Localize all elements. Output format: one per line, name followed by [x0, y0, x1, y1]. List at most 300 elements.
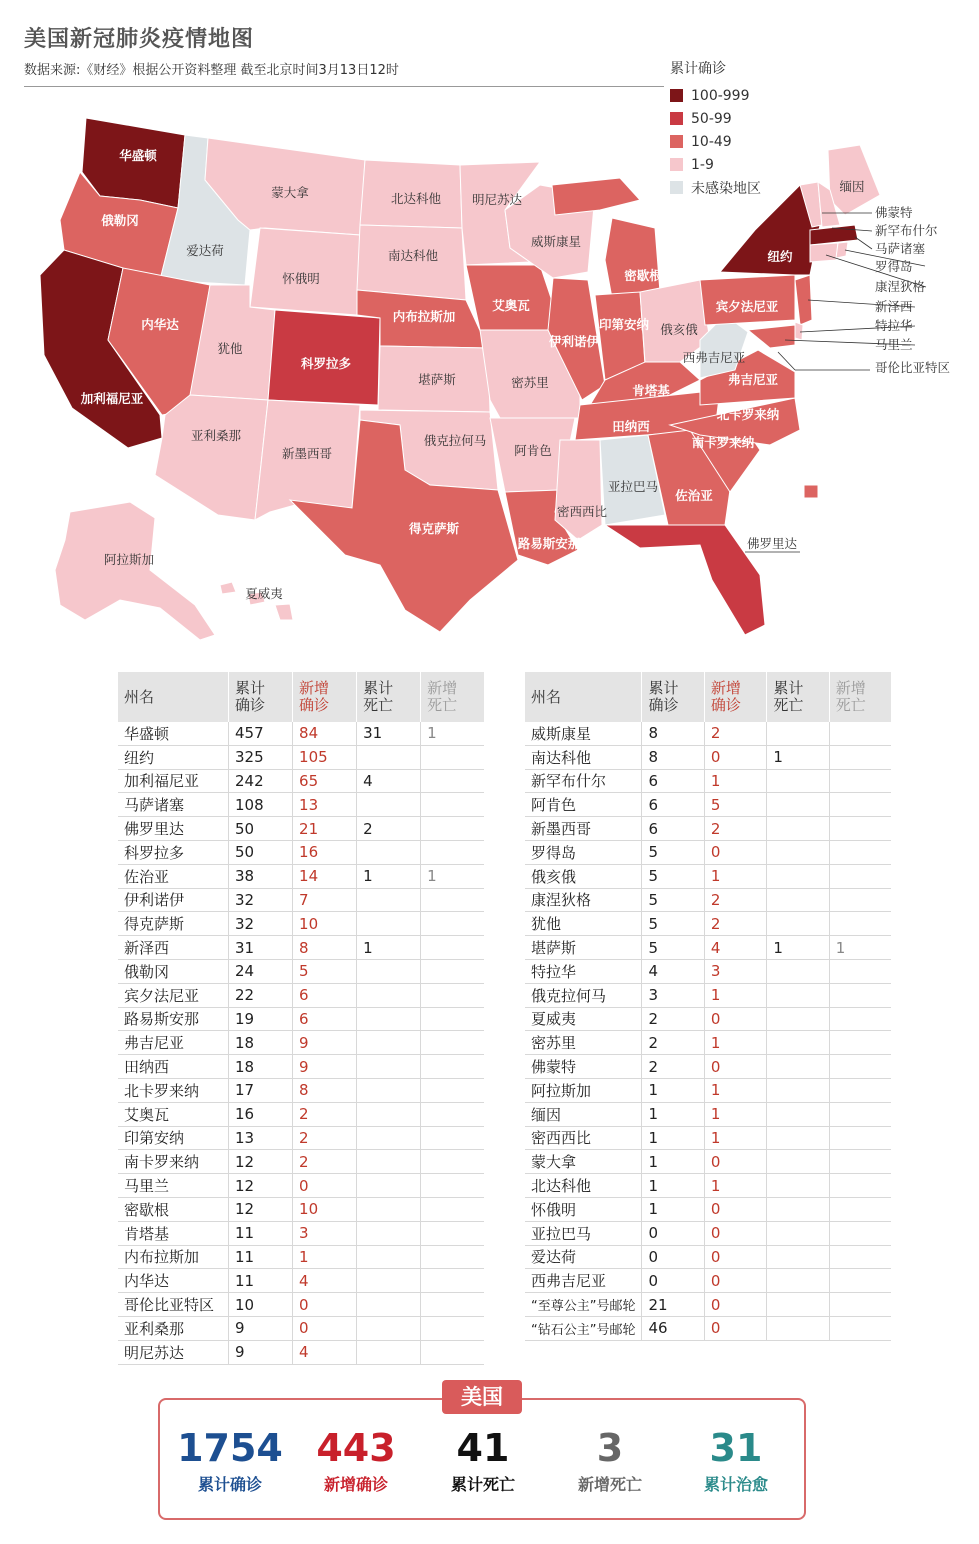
state-name-cell: 马里兰	[118, 1174, 229, 1198]
state-label: 亚利桑那	[190, 428, 242, 443]
new-deaths-cell	[829, 959, 891, 983]
state-callout-label: 新泽西	[875, 299, 913, 314]
new-cases-cell: 0	[704, 1269, 766, 1293]
cum-cases-cell: 12	[229, 1197, 293, 1221]
new-cases-cell: 10	[293, 1197, 357, 1221]
new-deaths-cell	[421, 769, 484, 793]
table-row	[118, 1221, 484, 1245]
new-deaths-cell	[421, 1316, 484, 1340]
state-name-cell: 科罗拉多	[118, 840, 229, 864]
new-deaths-cell	[421, 745, 484, 769]
state-label: 阿拉斯加	[103, 552, 155, 567]
cum-cases-cell: 5	[642, 888, 704, 912]
state-name-cell: 俄亥俄	[525, 864, 642, 888]
state-name-cell: 罗得岛	[525, 840, 642, 864]
table-row	[525, 888, 891, 912]
new-deaths-cell	[421, 817, 484, 841]
state-name-cell: 蒙大拿	[525, 1150, 642, 1174]
cum-cases-cell: 1	[642, 1174, 704, 1198]
state-callout-label: 马萨诸塞	[875, 241, 926, 256]
state-label: 西弗吉尼亚	[682, 350, 746, 365]
cum-cases-cell: 24	[229, 959, 293, 983]
new-deaths-cell	[829, 1150, 891, 1174]
stat-value: 443	[316, 1426, 396, 1470]
cum-deaths-cell	[767, 1293, 829, 1317]
state-name-cell: 密西西比	[525, 1126, 642, 1150]
new-cases-cell: 9	[293, 1031, 357, 1055]
col-header-cum-deaths: 累计 死亡	[767, 672, 829, 722]
cum-deaths-cell	[767, 769, 829, 793]
new-deaths-cell	[829, 817, 891, 841]
state-label: 威斯康星	[530, 234, 582, 249]
legend-label: 50-99	[691, 110, 732, 127]
new-cases-cell: 0	[704, 1221, 766, 1245]
state-name-cell: 内华达	[118, 1269, 229, 1293]
cum-deaths-cell	[767, 1269, 829, 1293]
cum-cases-cell: 31	[229, 936, 293, 960]
state-region	[155, 395, 268, 520]
state-label: 北卡罗来纳	[716, 407, 780, 422]
state-label: 南卡罗来纳	[691, 435, 755, 450]
new-cases-cell: 0	[704, 1293, 766, 1317]
cum-cases-cell: 22	[229, 983, 293, 1007]
table-row	[118, 1269, 484, 1293]
cum-cases-cell: 6	[642, 817, 704, 841]
new-deaths-cell	[421, 1055, 484, 1079]
state-name-cell: 南卡罗来纳	[118, 1150, 229, 1174]
cum-cases-cell: 6	[642, 769, 704, 793]
cum-cases-cell: 8	[642, 722, 704, 745]
state-label: 北达科他	[390, 191, 442, 206]
cum-deaths-cell	[357, 1126, 421, 1150]
state-name-cell: 堪萨斯	[525, 936, 642, 960]
cum-deaths-cell	[357, 1150, 421, 1174]
new-deaths-cell	[829, 1078, 891, 1102]
state-name-cell: 康涅狄格	[525, 888, 642, 912]
state-name-cell: 缅因	[525, 1102, 642, 1126]
table-row	[525, 1221, 891, 1245]
new-deaths-cell	[421, 840, 484, 864]
new-deaths-cell	[421, 1293, 484, 1317]
new-deaths-cell	[829, 745, 891, 769]
cum-deaths-cell: 1	[357, 864, 421, 888]
state-name-cell: 北达科他	[525, 1174, 642, 1198]
state-label: 佛罗里达	[746, 536, 798, 551]
state-name-cell: 伊利诺伊	[118, 888, 229, 912]
new-deaths-cell	[829, 1174, 891, 1198]
state-name-cell: 夏威夷	[525, 1007, 642, 1031]
stat-label: 累计确诊	[197, 1475, 262, 1494]
cum-cases-cell: 5	[642, 936, 704, 960]
cum-deaths-cell	[767, 1221, 829, 1245]
table-row	[118, 722, 484, 745]
state-name-cell: 北卡罗来纳	[118, 1078, 229, 1102]
state-name-cell: 亚利桑那	[118, 1316, 229, 1340]
new-cases-cell: 0	[293, 1316, 357, 1340]
legend-label: 100-999	[691, 87, 750, 104]
cum-deaths-cell	[767, 840, 829, 864]
stat-label: 累计治愈	[703, 1475, 768, 1494]
cum-deaths-cell	[767, 1102, 829, 1126]
state-region	[804, 485, 818, 498]
table-row	[525, 1126, 891, 1150]
cum-cases-cell: 5	[642, 912, 704, 936]
new-cases-cell: 1	[704, 1102, 766, 1126]
table-row	[118, 1293, 484, 1317]
new-cases-cell: 2	[704, 912, 766, 936]
new-deaths-cell	[421, 1174, 484, 1198]
table-row	[525, 936, 891, 960]
cum-cases-cell: 9	[229, 1340, 293, 1364]
table-row	[118, 864, 484, 888]
table-row	[118, 1007, 484, 1031]
cum-deaths-cell	[357, 1078, 421, 1102]
state-label: 华盛顿	[119, 148, 157, 163]
new-deaths-cell	[829, 1126, 891, 1150]
page-title: 美国新冠肺炎疫情地图	[24, 27, 255, 52]
state-label: 佐治亚	[675, 488, 713, 503]
new-deaths-cell	[829, 888, 891, 912]
table-row	[525, 1245, 891, 1269]
new-cases-cell: 0	[704, 1055, 766, 1079]
state-region	[795, 322, 803, 340]
cum-cases-cell: 0	[642, 1245, 704, 1269]
state-callout-label: 新罕布什尔	[875, 223, 938, 238]
summary-stat	[291, 1426, 421, 1495]
table-row	[525, 722, 891, 745]
cum-deaths-cell	[357, 1007, 421, 1031]
table-row	[525, 1197, 891, 1221]
state-name-cell: 哥伦比亚特区	[118, 1293, 229, 1317]
cum-deaths-cell	[357, 888, 421, 912]
new-deaths-cell	[829, 1197, 891, 1221]
table-row	[118, 959, 484, 983]
table-row	[525, 745, 891, 769]
new-cases-cell: 0	[704, 840, 766, 864]
new-deaths-cell	[829, 1102, 891, 1126]
new-deaths-cell	[421, 888, 484, 912]
state-name-cell: 阿拉斯加	[525, 1078, 642, 1102]
table-row	[118, 840, 484, 864]
cum-deaths-cell	[767, 1197, 829, 1221]
state-label: 爱达荷	[186, 243, 224, 258]
state-name-cell: 威斯康星	[525, 722, 642, 745]
cum-cases-cell: 2	[642, 1055, 704, 1079]
table-row	[525, 912, 891, 936]
table-row	[118, 817, 484, 841]
new-cases-cell: 1	[704, 864, 766, 888]
table-row	[525, 1031, 891, 1055]
new-cases-cell: 0	[293, 1174, 357, 1198]
state-name-cell: 路易斯安那	[118, 1007, 229, 1031]
new-cases-cell: 1	[704, 1174, 766, 1198]
col-header-cum-cases: 累计 确诊	[229, 672, 293, 722]
table-row	[118, 1316, 484, 1340]
state-callout-label: 康涅狄格	[875, 279, 926, 294]
cum-deaths-cell	[767, 864, 829, 888]
new-deaths-cell	[421, 1221, 484, 1245]
state-name-cell: 犹他	[525, 912, 642, 936]
cum-cases-cell: 50	[229, 840, 293, 864]
state-name-cell: 新泽西	[118, 936, 229, 960]
cum-deaths-cell	[357, 1174, 421, 1198]
state-name-cell: 阿肯色	[525, 793, 642, 817]
cum-cases-cell: 2	[642, 1031, 704, 1055]
cum-deaths-cell	[767, 912, 829, 936]
table-row	[118, 745, 484, 769]
cum-cases-cell: 1	[642, 1150, 704, 1174]
cum-cases-cell: 3	[642, 983, 704, 1007]
table-row	[118, 1174, 484, 1198]
new-cases-cell: 2	[293, 1102, 357, 1126]
cum-deaths-cell	[357, 840, 421, 864]
cum-cases-cell: 242	[229, 769, 293, 793]
state-label: 俄勒冈	[101, 213, 139, 228]
col-header-name: 州名	[118, 672, 229, 722]
cum-cases-cell: 6	[642, 793, 704, 817]
table-row	[525, 1174, 891, 1198]
table-row	[525, 840, 891, 864]
new-cases-cell: 1	[704, 1078, 766, 1102]
state-name-cell: 肯塔基	[118, 1221, 229, 1245]
new-cases-cell: 13	[293, 793, 357, 817]
stat-value: 41	[456, 1426, 510, 1470]
new-deaths-cell	[829, 912, 891, 936]
new-deaths-cell	[421, 1245, 484, 1269]
cum-deaths-cell	[357, 793, 421, 817]
new-deaths-cell	[421, 983, 484, 1007]
state-name-cell: 宾夕法尼亚	[118, 983, 229, 1007]
cum-cases-cell: 12	[229, 1174, 293, 1198]
table-row	[118, 1126, 484, 1150]
cum-cases-cell: 11	[229, 1269, 293, 1293]
table-row	[525, 1102, 891, 1126]
state-label: 俄亥俄	[660, 322, 698, 337]
new-cases-cell: 84	[293, 722, 357, 745]
cum-deaths-cell	[767, 1245, 829, 1269]
state-region	[605, 525, 765, 635]
table-row	[525, 1269, 891, 1293]
cum-deaths-cell	[357, 1316, 421, 1340]
table-row	[118, 1197, 484, 1221]
cases-table-left	[118, 672, 484, 1365]
state-name-cell: 亚拉巴马	[525, 1221, 642, 1245]
us-map	[0, 100, 979, 645]
summary-stat	[165, 1426, 295, 1495]
state-region	[748, 325, 795, 348]
cum-deaths-cell	[767, 817, 829, 841]
cum-cases-cell: 10	[229, 1293, 293, 1317]
state-name-cell: 纽约	[118, 745, 229, 769]
stat-label: 新增死亡	[577, 1475, 642, 1494]
state-label: 堪萨斯	[418, 372, 456, 387]
state-name-cell: 华盛顿	[118, 722, 229, 745]
table-row	[118, 1031, 484, 1055]
col-header-new-cases: 新增 确诊	[293, 672, 357, 722]
new-cases-cell: 105	[293, 745, 357, 769]
cum-cases-cell: 1	[642, 1078, 704, 1102]
legend-label: 未感染地区	[691, 180, 761, 197]
state-label: 宾夕法尼亚	[715, 299, 779, 314]
new-deaths-cell	[421, 1197, 484, 1221]
state-name-cell: 爱达荷	[525, 1245, 642, 1269]
cum-deaths-cell: 31	[357, 722, 421, 745]
table-row	[118, 769, 484, 793]
new-cases-cell: 6	[293, 983, 357, 1007]
cum-cases-cell: 457	[229, 722, 293, 745]
cum-deaths-cell	[357, 1031, 421, 1055]
new-cases-cell: 0	[704, 1007, 766, 1031]
state-label: 内华达	[141, 317, 179, 332]
new-cases-cell: 1	[704, 983, 766, 1007]
new-deaths-cell	[421, 912, 484, 936]
table-row	[525, 769, 891, 793]
cum-cases-cell: 18	[229, 1031, 293, 1055]
stat-label: 累计死亡	[450, 1475, 515, 1494]
state-name-cell: “钻石公主”号邮轮	[525, 1316, 642, 1340]
cum-cases-cell: 32	[229, 888, 293, 912]
state-label: 内布拉斯加	[392, 309, 456, 324]
cum-cases-cell: 16	[229, 1102, 293, 1126]
state-region	[555, 440, 602, 540]
new-deaths-cell	[829, 1007, 891, 1031]
state-label: 南达科他	[387, 248, 439, 263]
cum-cases-cell: 50	[229, 817, 293, 841]
state-label: 蒙大拿	[271, 185, 309, 200]
cum-deaths-cell: 1	[357, 936, 421, 960]
cum-deaths-cell	[767, 1031, 829, 1055]
table-row	[118, 912, 484, 936]
new-cases-cell: 21	[293, 817, 357, 841]
new-deaths-cell	[421, 1340, 484, 1364]
new-cases-cell: 8	[293, 936, 357, 960]
new-cases-cell: 1	[293, 1245, 357, 1269]
state-label: 纽约	[767, 249, 793, 264]
col-header-name: 州名	[525, 672, 642, 722]
cum-cases-cell: 21	[642, 1293, 704, 1317]
new-cases-cell: 3	[704, 959, 766, 983]
summary-stat	[671, 1426, 801, 1495]
col-header-cum-deaths: 累计 死亡	[357, 672, 421, 722]
cum-cases-cell: 1	[642, 1102, 704, 1126]
cum-deaths-cell	[357, 1269, 421, 1293]
new-cases-cell: 5	[293, 959, 357, 983]
new-deaths-cell	[829, 1316, 891, 1340]
summary-stat	[545, 1426, 675, 1495]
cum-cases-cell: 8	[642, 745, 704, 769]
cum-deaths-cell	[767, 1174, 829, 1198]
new-deaths-cell	[829, 1245, 891, 1269]
new-cases-cell: 65	[293, 769, 357, 793]
state-name-cell: 印第安纳	[118, 1126, 229, 1150]
table-row	[525, 1293, 891, 1317]
state-label: 新墨西哥	[281, 446, 333, 461]
state-label: 肯塔基	[632, 383, 670, 398]
cum-cases-cell: 2	[642, 1007, 704, 1031]
source-note: 数据来源:《财经》根据公开资料整理 截至北京时间3月13日12时	[24, 63, 399, 78]
state-label: 俄克拉何马	[423, 433, 487, 448]
new-deaths-cell	[829, 1055, 891, 1079]
table-row	[118, 983, 484, 1007]
state-name-cell: 俄克拉何马	[525, 983, 642, 1007]
state-name-cell: 特拉华	[525, 959, 642, 983]
table-row	[118, 1102, 484, 1126]
cum-deaths-cell	[767, 1007, 829, 1031]
cum-deaths-cell	[357, 959, 421, 983]
legend-label: 10-49	[691, 133, 732, 150]
cum-cases-cell: 1	[642, 1126, 704, 1150]
new-deaths-cell	[421, 1102, 484, 1126]
col-header-new-cases: 新增 确诊	[704, 672, 766, 722]
cum-deaths-cell	[357, 1293, 421, 1317]
summary-stat	[418, 1426, 548, 1495]
stat-value: 31	[709, 1426, 763, 1470]
state-label: 印第安纳	[598, 317, 650, 332]
cum-deaths-cell	[767, 1078, 829, 1102]
cum-cases-cell: 38	[229, 864, 293, 888]
cum-deaths-cell	[767, 888, 829, 912]
state-label: 路易斯安那	[517, 536, 581, 551]
cum-deaths-cell: 4	[357, 769, 421, 793]
cum-cases-cell: 0	[642, 1221, 704, 1245]
cum-cases-cell: 325	[229, 745, 293, 769]
cum-cases-cell: 46	[642, 1316, 704, 1340]
new-deaths-cell	[421, 936, 484, 960]
state-label: 密西西比	[556, 504, 608, 519]
state-name-cell: “至尊公主”号邮轮	[525, 1293, 642, 1317]
state-name-cell: 田纳西	[118, 1055, 229, 1079]
table-row	[118, 888, 484, 912]
new-cases-cell: 0	[704, 1245, 766, 1269]
state-name-cell: 俄勒冈	[118, 959, 229, 983]
cum-cases-cell: 9	[229, 1316, 293, 1340]
summary-badge: 美国	[442, 1380, 522, 1414]
cum-deaths-cell	[767, 983, 829, 1007]
state-name-cell: 加利福尼亚	[118, 769, 229, 793]
stat-label: 新增确诊	[323, 1475, 388, 1494]
state-name-cell: 内布拉斯加	[118, 1245, 229, 1269]
new-deaths-cell	[829, 793, 891, 817]
state-label: 艾奥瓦	[492, 298, 530, 313]
state-name-cell: 明尼苏达	[118, 1340, 229, 1364]
table-row	[525, 864, 891, 888]
new-deaths-cell	[421, 1078, 484, 1102]
cum-cases-cell: 18	[229, 1055, 293, 1079]
state-name-cell: 密歇根	[118, 1197, 229, 1221]
cum-deaths-cell	[357, 1055, 421, 1079]
cases-table-right	[525, 672, 891, 1341]
table-row	[525, 959, 891, 983]
state-label: 缅因	[839, 179, 865, 194]
cum-deaths-cell	[357, 1245, 421, 1269]
new-cases-cell: 7	[293, 888, 357, 912]
new-cases-cell: 9	[293, 1055, 357, 1079]
state-label: 夏威夷	[245, 586, 283, 601]
cum-cases-cell: 17	[229, 1078, 293, 1102]
state-name-cell: 佛蒙特	[525, 1055, 642, 1079]
state-name-cell: 弗吉尼亚	[118, 1031, 229, 1055]
table-row	[525, 817, 891, 841]
new-cases-cell: 5	[704, 793, 766, 817]
state-label: 加利福尼亚	[80, 391, 144, 406]
new-cases-cell: 1	[704, 1126, 766, 1150]
new-deaths-cell	[829, 1293, 891, 1317]
state-label: 弗吉尼亚	[727, 372, 779, 387]
table-row	[118, 1340, 484, 1364]
cum-deaths-cell	[357, 1221, 421, 1245]
new-cases-cell: 0	[704, 745, 766, 769]
state-name-cell: 密苏里	[525, 1031, 642, 1055]
